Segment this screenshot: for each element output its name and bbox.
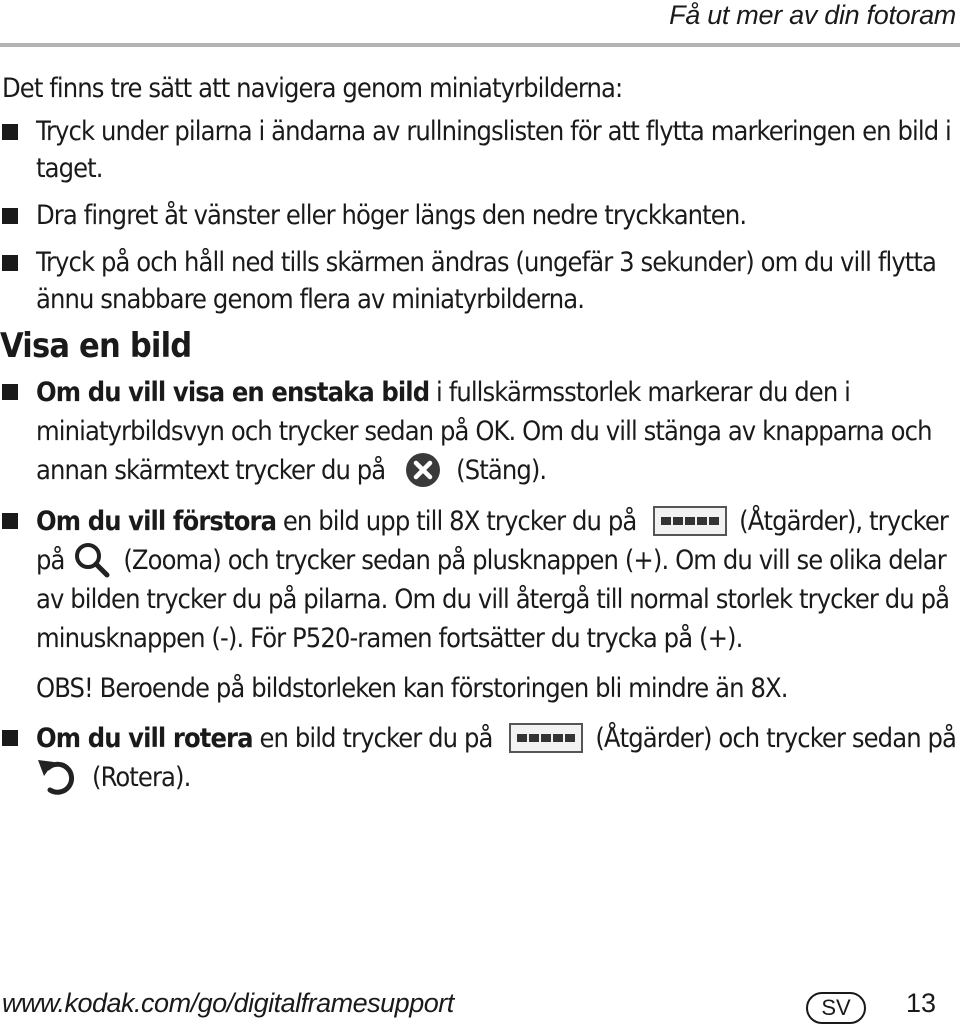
actions-icon [509, 723, 583, 753]
bullet-square-icon [2, 513, 18, 529]
page-number: 13 [906, 988, 937, 1018]
list-item [0, 719, 958, 798]
list-item [0, 244, 958, 318]
emphasis-text: Om du vill visa en enstaka bild [36, 377, 430, 408]
navigation-list [0, 113, 958, 318]
zoom-icon [71, 540, 111, 580]
body-text: en bild trycker du på [252, 723, 493, 754]
rotate-icon [36, 754, 80, 798]
bullet-square-icon [2, 384, 18, 400]
rotate-list [0, 719, 958, 798]
bullet-square-icon [2, 208, 18, 224]
list-item [0, 502, 958, 658]
language-badge: SV [806, 992, 866, 1024]
view-image-list [0, 373, 958, 658]
support-url-link[interactable]: www.kodak.com/go/digitalframesupport [2, 988, 454, 1018]
emphasis-text: Om du vill rotera [36, 723, 253, 754]
body-text: (Rotera). [92, 762, 191, 793]
body-text: en bild upp till 8X trycker du på [276, 506, 637, 537]
list-item [0, 113, 958, 187]
bullet-square-icon [2, 730, 18, 746]
emphasis-text: Om du vill förstora [36, 506, 277, 537]
section-heading: Visa en bild [0, 326, 192, 366]
list-item [0, 373, 958, 490]
actions-icon [653, 506, 727, 536]
page-content [0, 70, 958, 810]
body-text: (Zooma) och trycker sedan på plusknappen (+). Om du vill se olika delar av bilden trycker du på pilarna. Om du vill återgå till normal storlek trycker du på minusknappen (-). För P520-ramen fortsätter du trycka på (+). [36, 545, 950, 654]
list-item-text: Tryck på och håll ned tills skärmen ändras (ungefär 3 sekunder) om du vill flytta ännu snabbare genom flera av miniatyrbilderna. [36, 247, 937, 315]
close-icon [404, 451, 442, 489]
header-divider [0, 43, 960, 47]
bullet-square-icon [2, 255, 18, 271]
page-header-title: Få ut mer av din fotoram [669, 0, 956, 30]
list-item-text: Tryck under pilarna i ändarna av rullningslisten för att flytta markeringen en bild i taget. [36, 116, 951, 184]
body-text: (Åtgärder), trycker på [36, 506, 949, 576]
body-text: i fullskärmsstorlek markerar du den i miniatyrbildsvyn och trycker sedan på OK. Om du vill stänga av knapparna och annan skärmtext trycker du på [36, 377, 932, 486]
list-item-text: Dra fingret åt vänster eller höger längs den nedre tryckkanten. [36, 200, 747, 231]
body-text: (Stäng). [456, 455, 547, 486]
note-text: OBS! Beroende på bildstorleken kan förstoringen bli mindre än 8X. [36, 673, 788, 704]
intro-text: Det finns tre sätt att navigera genom miniatyrbilderna: [2, 73, 623, 104]
bullet-square-icon [2, 124, 18, 140]
body-text: (Åtgärder) och trycker sedan på [595, 723, 957, 754]
list-item [0, 197, 958, 234]
